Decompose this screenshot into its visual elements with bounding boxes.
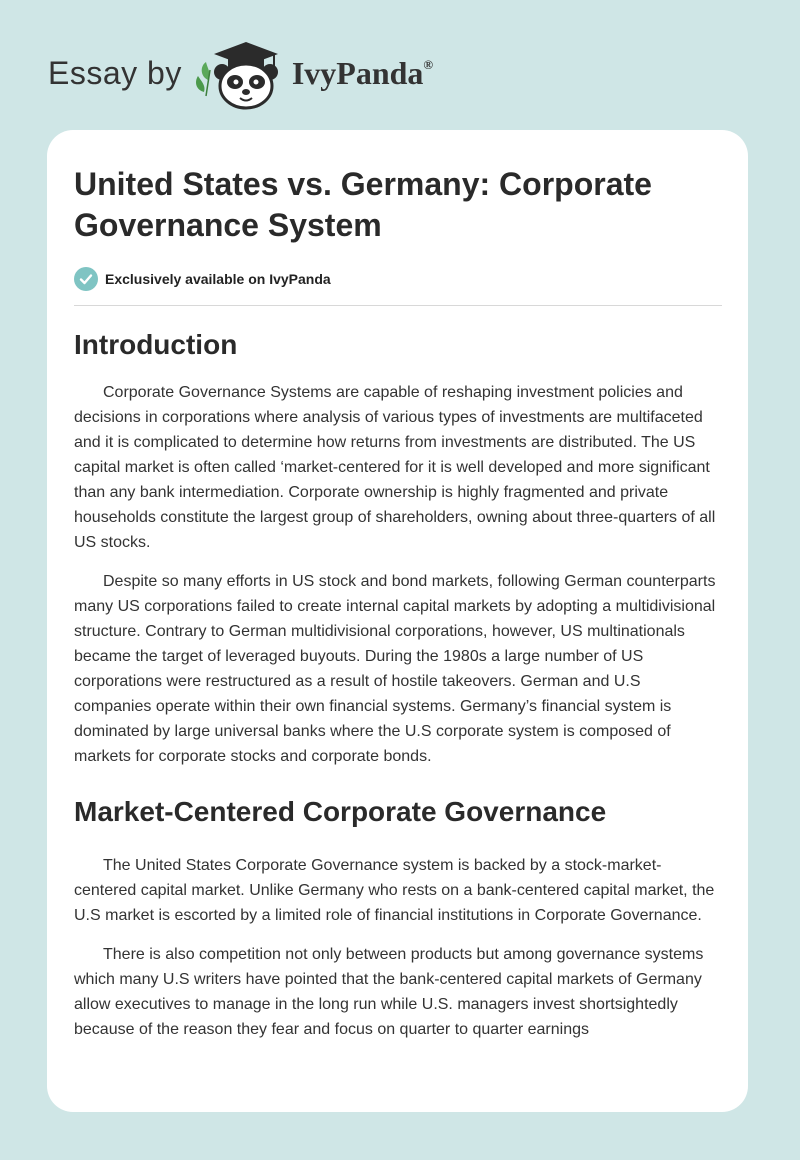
badge-label: Exclusively available on IvyPanda — [105, 271, 331, 287]
section-heading-market-centered: Market-Centered Corporate Governance — [74, 796, 607, 827]
section-heading-introduction: Introduction — [74, 329, 238, 360]
registered-mark: ® — [423, 56, 434, 72]
page-title: United States vs. Germany: Corporate Governance System — [74, 166, 652, 243]
brand-name[interactable] — [292, 55, 433, 92]
essay-by-label: Essay by — [48, 54, 182, 91]
paragraph: The United States Corporate Governance system is backed by a stock-market-centered capital market. Unlike Germany who rests on a bank-centered capital market, the U.S market is escorted by a limited role of financial institutions in Corporate Governance. — [74, 857, 715, 924]
checkmark-icon — [74, 267, 98, 291]
divider — [74, 305, 722, 306]
site-header — [48, 36, 433, 110]
panda-logo-icon[interactable] — [194, 36, 290, 110]
paragraph: There is also competition not only between products but among governance systems which many U.S writers have pointed that the bank-centered capital markets of Germany allow executives to manage in the long run while U.S. managers invest shortsightedly because of the reason they fear and focus on quarter to quarter earnings — [74, 946, 704, 1038]
brand-text: IvyPanda — [291, 54, 424, 91]
paragraph: Corporate Governance Systems are capable of reshaping investment policies and decisions in corporations where analysis of various types of investments are multifaceted and it is complicated to determine how returns from investments are distributed. The US capital market is often called ‘market-centered for it is well developed and more significant than any bank intermediation. Corporate ownership is highly fragmented and private households constitute the largest group of shareholders, owning about three-quarters of all US stocks. — [74, 384, 716, 551]
exclusive-badge — [74, 267, 722, 291]
paragraph: Despite so many efforts in US stock and bond markets, following German counterparts many US corporations failed to create internal capital markets by adopting a multidivisional structure. Contrary to German multidivisional corporations, however, US multinationals became the target of leveraged buyouts. During the 1980s a large number of US corporations were restructured as a result of hostile takeovers. German and U.S companies operate within their own financial systems. Germany’s financial system is dominated by large universal banks where the U.S corporate system is composed of markets for corporate stocks and corporate bonds. — [74, 573, 716, 765]
essay-card — [47, 130, 748, 1112]
